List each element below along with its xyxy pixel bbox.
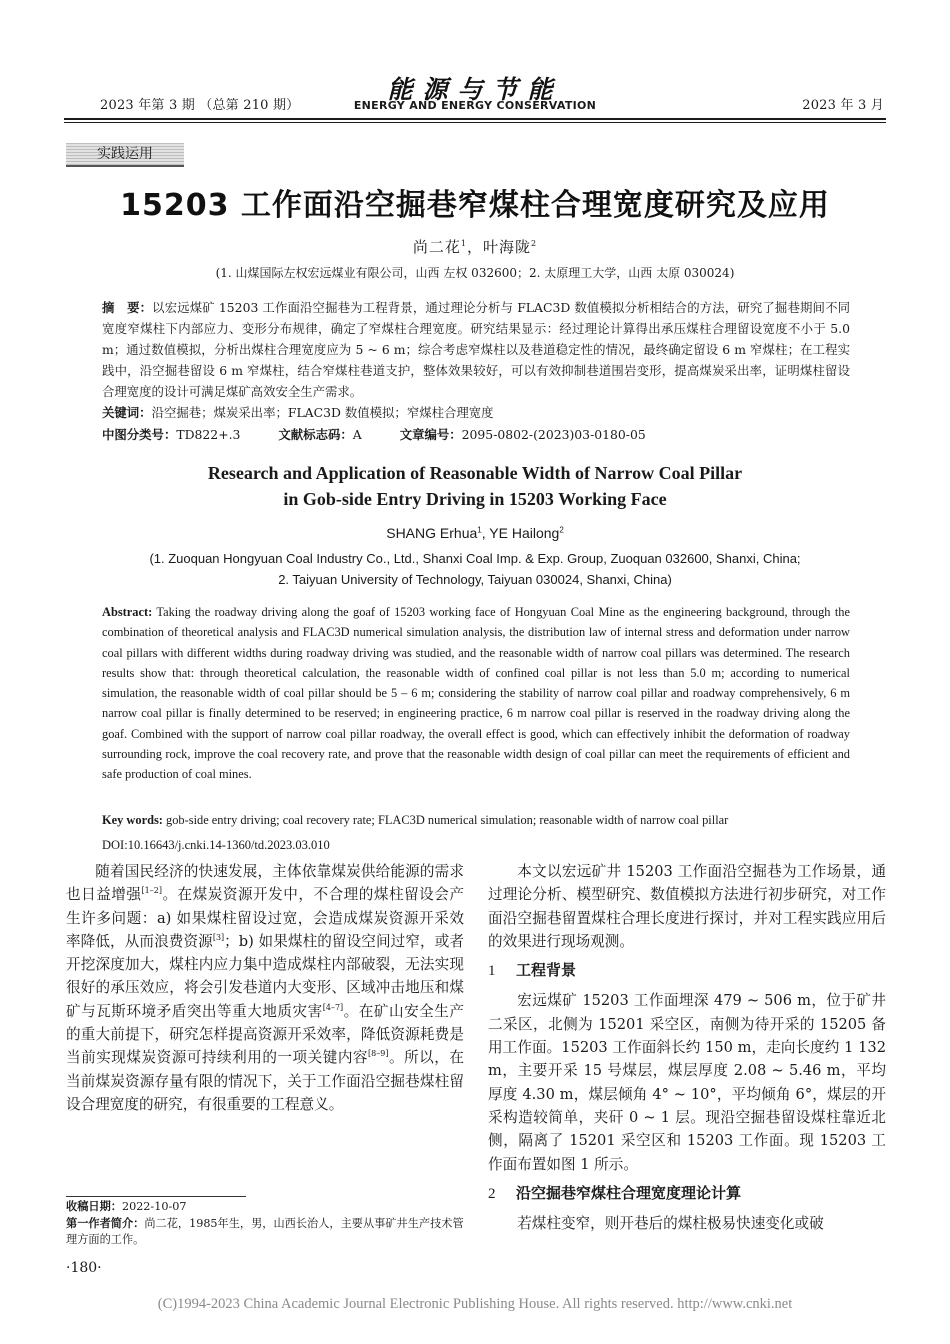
- doc-code-label: 文献标志码：: [278, 427, 353, 442]
- affiliation-en-line-1: (1. Zuoquan Hongyuan Coal Industry Co., Ltd., Shanxi Coal Imp. & Exp. Group, Zuoquan 032600, Shanxi, China;: [149, 551, 801, 566]
- affiliation-cn: (1. 山煤国际左权宏远煤业有限公司，山西 左权 032600；2. 太原理工大学，山西 太原 030024): [215, 266, 735, 280]
- footnotes: [66, 1199, 464, 1249]
- header-rule: [64, 118, 886, 120]
- intro-text-4: 。在矿山安全生产的重大前提下，研究怎样提高资源开采效率，降低资源耗费是当前实现煤炭资源可持续利用的一项关键内容: [66, 1002, 464, 1067]
- author-1: 尚二花: [412, 238, 461, 256]
- author-1-mark: 1: [460, 239, 467, 248]
- header-rule-thin: [64, 122, 886, 123]
- author-bio: [66, 1216, 464, 1249]
- affiliation-en: [0, 548, 950, 590]
- keywords-en: [102, 813, 850, 828]
- author-en-1-mark: 1: [477, 525, 482, 535]
- keywords-en-label: Key words:: [102, 813, 163, 827]
- section-number: 2: [488, 1185, 496, 1202]
- intro-paragraph: [66, 860, 464, 1116]
- page-number: ·180·: [66, 1260, 102, 1276]
- author-en-2: YE Hailong: [489, 525, 560, 541]
- paper-title-cn: 15203 工作面沿空掘巷窄煤柱合理宽度研究及应用: [120, 188, 830, 223]
- abstract-cn: [102, 297, 850, 423]
- section-title: 沿空掘巷窄煤柱合理宽度理论计算: [516, 1183, 742, 1202]
- issue-info: 2023 年第 3 期 （总第 210 期）: [100, 98, 300, 113]
- section-number: 1: [488, 963, 496, 980]
- author-en-1: SHANG Erhua: [386, 525, 478, 541]
- received-value: 2022-10-07: [121, 1200, 187, 1213]
- authors-cn: [0, 236, 950, 257]
- intro-text-1: 随着国民经济的快速发展，主体依靠煤炭供给能源的需求也日益增强: [66, 863, 464, 904]
- scope-paragraph: 本文以宏远矿井 15203 工作面沿空掘巷为工作场景，通过理论分析、模型研究、数值模拟方法进行初步研究，对工作面沿空掘巷留置煤柱合理长度进行探讨，并对工程实践应用后的效果进行现场观测。: [488, 863, 886, 950]
- copyright-watermark: (C)1994-2023 China Academic Journal Electronic Publishing House. All rights reserved. http://www.cnki.net: [157, 1296, 793, 1312]
- keywords-cn-label: 关键词：: [102, 405, 152, 420]
- classification-line: [102, 425, 850, 443]
- issue-date: 2023 年 3 月: [802, 98, 884, 113]
- keywords-cn-text: 沿空掘巷；煤炭采出率；FLAC3D 数值模拟；窄煤柱合理宽度: [151, 405, 494, 420]
- abstract-cn-label: 摘 要：: [102, 300, 153, 315]
- section-heading-1: [488, 959, 886, 983]
- abstract-cn-text: 以宏远煤矿 15203 工作面沿空掘巷为工程背景，通过理论分析与 FLAC3D 数值模拟分析相结合的方法，研究了掘巷期间不同宽度窄煤柱下内部应力、变形分布规律，确定了窄煤柱合理宽度。研究结果显示：经过理论计算得出承压煤柱合理留设宽度不小于 5.0 m；通过数值模拟，分析出煤柱合理宽度应为 5 ~ 6 m；综合考虑窄煤柱以及巷道稳定性的情况，最终确定留设 6 m 窄煤柱；在工程实践中，沿空掘巷留设 6 m 窄煤柱，结合窄煤柱巷道支护，整体效果较好，可以有效抑制巷道围岩变形，提高煤炭采出率，证明煤柱留设合理宽度的设计可满足煤矿高效安全生产需求。: [102, 300, 851, 399]
- citation-ref: [8–9]: [368, 1049, 389, 1059]
- intro-text-3: ；b) 如果煤柱的留设空间过窄，或者开挖深度加大，煤柱内应力集中造成煤柱内部破裂，无法实现很好的承压效应，将会引发巷道内大变形、区域冲击地压和煤矿与瓦斯环境矛盾突出等重大地质灾害: [66, 932, 464, 1020]
- journal-logo-cn: 能源与节能: [387, 75, 563, 104]
- citation-ref: [1–2]: [141, 886, 162, 896]
- theory-paragraph: 若煤柱变窄，则开巷后的煤柱极易快速变化或破: [517, 1215, 824, 1233]
- received-date: [66, 1199, 464, 1216]
- author-bio-label: 第一作者简介：: [66, 1216, 145, 1230]
- keywords-en-text: gob-side entry driving; coal recovery rate; FLAC3D numerical simulation; reasonable width of narrow coal pillar: [166, 813, 729, 827]
- author-en-2-mark: 2: [559, 525, 564, 535]
- section-heading-2: [488, 1182, 886, 1206]
- author-2-mark: 2: [531, 239, 538, 248]
- author-2: 叶海陇: [483, 238, 532, 256]
- clc-value: TD822+.3: [176, 427, 241, 442]
- body-column-left: [66, 860, 464, 1116]
- section-tag: 实践运用: [66, 143, 184, 167]
- keywords-cn: [102, 402, 850, 423]
- background-paragraph: 宏远煤矿 15203 工作面埋深 479 ~ 506 m，位于矿井二采区，北侧为 15201 采空区，南侧为待开采的 15205 备用工作面。15203 工作面斜长约 150 m，走向长度约 1 132 m，主要开采 15 号煤层，煤层厚度 2.08 ~ 5.46 m，平均厚度 4.30 m，煤层倾角 4° ~ 10°，平均倾角 6°，煤层的开采构造较简单，夹矸 0 ~ 1 层。现沿空掘巷留设煤柱靠近北侧，隔离了 15201 采空区和 15203 工作面。现 15203 工作面布置如图 1 所示。: [488, 992, 886, 1173]
- paper-title-en: [0, 460, 950, 512]
- affiliation-en-line-2: 2. Taiyuan University of Technology, Taiyuan 030024, Shanxi, China): [278, 572, 672, 587]
- abstract-en: [102, 602, 850, 785]
- intro-text-5: 。所以，在当前煤炭资源存量有限的情况下，关于工作面沿空掘巷煤柱留设合理宽度的研究，有很重要的工程意义。: [66, 1049, 464, 1113]
- footnote-rule: [66, 1196, 246, 1197]
- received-label: 收稿日期：: [66, 1200, 122, 1213]
- article-no-label: 文章编号：: [399, 427, 462, 442]
- title-en-line-2: in Gob-side Entry Driving in 15203 Working Face: [283, 489, 667, 509]
- journal-name-en: ENERGY AND ENERGY CONSERVATION: [353, 99, 597, 112]
- title-en-line-1: Research and Application of Reasonable Width of Narrow Coal Pillar: [207, 463, 743, 483]
- intro-text-2: 。在煤炭资源开发中，不合理的煤柱留设会产生许多问题：a) 如果煤柱留设过宽，会造成煤炭资源开采效率降低，从而浪费资源: [66, 886, 464, 950]
- section-title: 工程背景: [516, 961, 577, 980]
- citation-ref: [3]: [212, 933, 225, 943]
- abstract-en-text: Taking the roadway driving along the goaf of 15203 working face of Hongyuan Coal Mine as the engineering background, through the combination of theoretical analysis and FLAC3D numerical simulation analysis, the distribution law of internal stress and deformation under narrow coal pillars with different widths during roadway driving was studied, and the reasonable width of narrow coal pillars was determined. The research results show that: through theoretical calculation, the reasonable width of confined coal pillar is not less than 5.0 m; according to numerical simulation, the reasonable width of coal pillar should be 5 – 6 m; considering the stability of narrow coal pillar and roadway comprehensively, 6 m narrow coal pillar is finally determined to be reserved; in engineering practice, 6 m narrow coal pillar is reserved in the roadway driving along the goaf. Combined with the support of narrow coal pillar roadway, the overall effect is good, which can effectively inhibit the deformation of roadway surrounding rock, improve the coal recovery rate, and prove that the reasonable width design of coal pillar can meet the requirements of efficient and safe production of coal mines.: [102, 605, 850, 782]
- author-bio-text: 尚二花，1985年生，男，山西长治人，主要从事矿井生产技术管理方面的工作。: [66, 1216, 464, 1246]
- doi: DOI:10.16643/j.cnki.14-1360/td.2023.03.010: [102, 838, 330, 852]
- authors-en: [0, 525, 950, 541]
- citation-ref: [4–7]: [322, 1002, 344, 1012]
- author-separator: ，: [466, 238, 483, 256]
- clc-label: 中图分类号：: [102, 427, 177, 442]
- author-en-separator: ,: [481, 525, 490, 541]
- doc-code-value: A: [352, 427, 362, 442]
- article-no-value: 2095-0802-(2023)03-0180-05: [461, 427, 646, 442]
- body-column-right: [488, 860, 886, 1235]
- abstract-en-label: Abstract:: [102, 605, 153, 619]
